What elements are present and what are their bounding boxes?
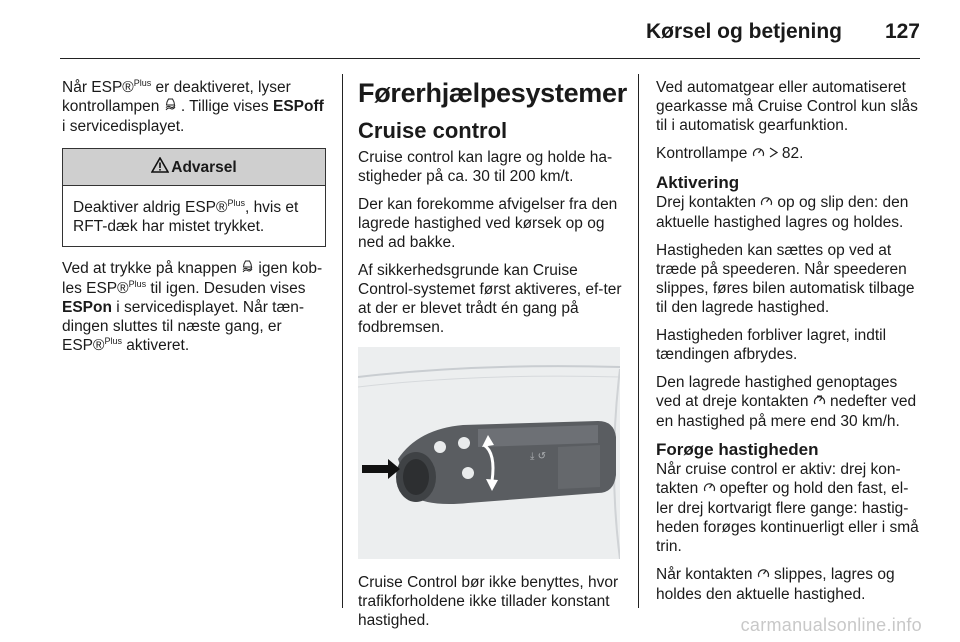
- page-section-title: Kørsel og betjening: [645, 20, 842, 43]
- column-left: [62, 78, 326, 364]
- cruise-resume-icon: [813, 395, 830, 410]
- svg-text:⤓ ↺: ⤓ ↺: [530, 451, 546, 462]
- watermark: carmanualsonline.info: [740, 615, 922, 635]
- paragraph: Hastigheden kan sættes op ved at træde på speederen. Når speederen slippes, føres bilen automatisk tilbage til den lagrede hastighed.: [656, 242, 915, 316]
- page-header: [0, 0, 960, 62]
- warning-text: Deaktiver aldrig ESP®$^{Plus}$, hvis et RFT-dæk har mistet trykket.: [73, 198, 299, 235]
- column-middle: [358, 78, 627, 639]
- cruise-control-icon: [757, 568, 774, 583]
- paragraph: Hastigheden forbliver lagret, indtil tændingen afbrydes.: [656, 327, 887, 363]
- section-heading: Førerhjælpesystemer: [358, 78, 627, 108]
- subsection-heading: Cruise control: [358, 118, 508, 143]
- esp-car-icon: [164, 100, 181, 115]
- paragraph: Når kontakten slippes, lagres og holdes den aktuelle hastighed.: [656, 566, 895, 603]
- cruise-control-icon: [703, 482, 720, 497]
- paragraph: Den lagrede hastighed genoptages ved at dreje kontakten nedefter ved en hastighed på mere end 30 km/h.: [656, 374, 917, 430]
- page-number: 127: [884, 20, 920, 43]
- subheading-increase-speed: Forøge hastigheden: [656, 440, 819, 459]
- paragraph: Når ESP®$^{Plus}$ er deaktiveret, lyser kontrollampen . Tillige vises ESPoff i servicedisplayet.: [62, 78, 324, 135]
- esp-car-icon: [241, 262, 258, 277]
- warning-box: [62, 148, 326, 247]
- paragraph: Der kan forekomme afvigelser fra den lagrede hastighed ved kørsek op og ned ad bakke.: [358, 196, 618, 251]
- warning-title: Advarsel: [171, 158, 237, 176]
- paragraph: Cruise control kan lagre og holde ha-stigheder på ca. 30 til 200 km/t.: [358, 149, 613, 185]
- cruise-control-icon: [760, 196, 777, 211]
- figure-caption: Cruise Control bør ikke benyttes, hvor trafikforholdene ikke tillader konstant hastighed.: [358, 574, 619, 629]
- paragraph: Ved automatgear eller automatiseret gearkasse må Cruise Control kun slås til i automatisk gearfunktion.: [656, 79, 918, 134]
- paragraph: Når cruise control er aktiv: drej kon-takten opefter og hold den fast, el-ler drej kortvarigt flere gange: hastig-heden forøges kontinuerligt eller i små trin.: [656, 461, 919, 555]
- column-right: [656, 78, 922, 613]
- cruise-control-icon: [752, 147, 769, 162]
- page-reference-icon: [769, 147, 782, 162]
- cruise-control-lever-illustration: [358, 347, 620, 559]
- paragraph: Kontrollampe 82.: [656, 145, 804, 162]
- paragraph: Ved at trykke på knappen igen kob-les ESP®$^{Plus}$ til igen. Desuden vises ESPon i servicedisplayet. Når tæn-dingen sluttes til næste gang, er ESP®$^{Plus}$ aktiveret.: [62, 260, 323, 354]
- column-divider: [638, 74, 639, 608]
- warning-header: [63, 149, 325, 186]
- warning-triangle-icon: [151, 157, 169, 178]
- paragraph: Drej kontakten op og slip den: den aktuelle hastighed lagres og holdes.: [656, 194, 909, 231]
- column-divider: [342, 74, 343, 608]
- subheading-activation: Aktivering: [656, 173, 740, 192]
- paragraph: Af sikkerhedsgrunde kan Cruise Control-systemet først aktiveres, ef-ter at der er blevet trådt én gang på fodbremsen.: [358, 262, 622, 336]
- header-rule: [60, 58, 920, 59]
